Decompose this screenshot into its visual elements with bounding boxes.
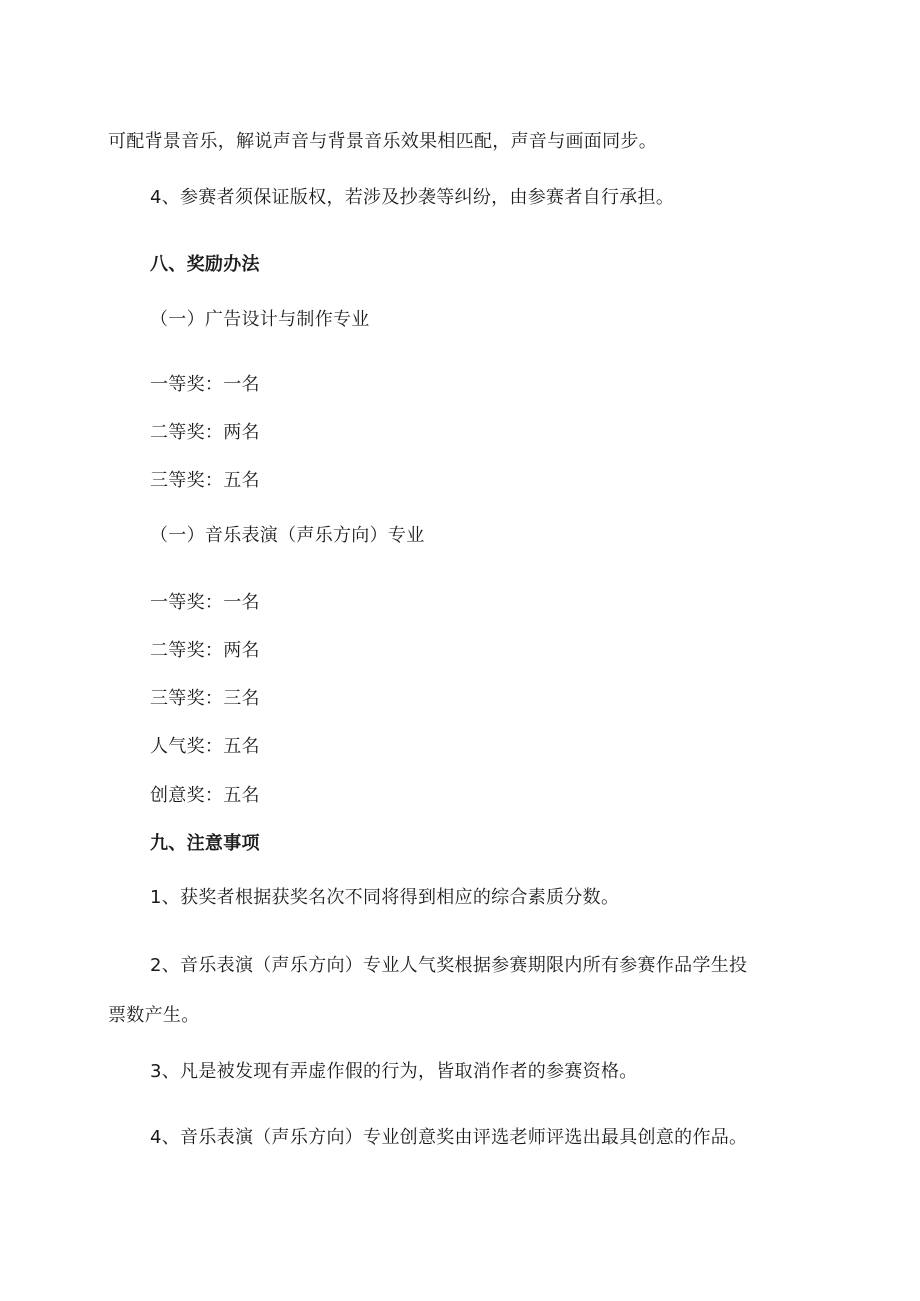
rule-item-4-copyright: 4、参赛者须保证版权，若涉及抄袭等纠纷，由参赛者自行承担。 (150, 187, 675, 208)
award-second-prize: 二等奖：两名 (150, 640, 260, 661)
note-item-4: 4、音乐表演（声乐方向）专业创意奖由评选老师评选出最具创意的作品。 (150, 1127, 748, 1148)
note-item-2-continuation: 票数产生。 (108, 1005, 200, 1026)
award-first-prize: 一等奖：一名 (150, 374, 260, 395)
note-item-3: 3、凡是被发现有弄虚作假的行为，皆取消作者的参赛资格。 (150, 1061, 638, 1082)
section-heading-notes: 九、注意事项 (150, 833, 260, 854)
section-heading-rewards: 八、奖励办法 (150, 254, 260, 275)
note-item-2: 2、音乐表演（声乐方向）专业人气奖根据参赛期限内所有参赛作品学生投 (150, 955, 748, 976)
award-third-prize: 三等奖：五名 (150, 470, 260, 491)
note-item-1: 1、获奖者根据获奖名次不同将得到相应的综合素质分数。 (150, 887, 620, 908)
award-third-prize: 三等奖：三名 (150, 688, 260, 709)
award-first-prize: 一等奖：一名 (150, 592, 260, 613)
subsection-music-performance: （一）音乐表演（声乐方向）专业 (150, 525, 425, 546)
award-popularity-prize: 人气奖：五名 (150, 736, 260, 757)
subsection-advertising-design: （一）广告设计与制作专业 (150, 309, 370, 330)
award-creativity-prize: 创意奖：五名 (150, 785, 260, 806)
award-second-prize: 二等奖：两名 (150, 422, 260, 443)
paragraph-continuation: 可配背景音乐，解说声音与背景音乐效果相匹配，声音与画面同步。 (108, 131, 657, 152)
